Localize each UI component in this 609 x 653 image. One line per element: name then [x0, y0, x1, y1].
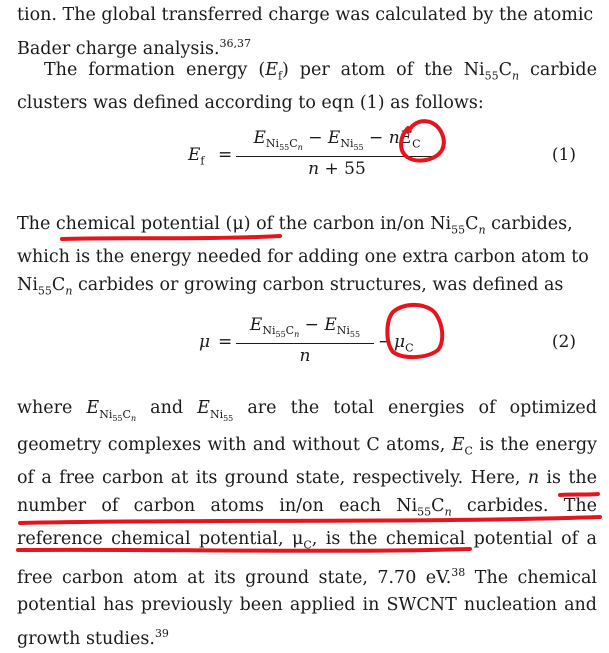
subscript-n: n [512, 69, 520, 83]
citation: 38 [451, 565, 466, 579]
eq2-numerator: $E_{Ni_{55}C_n} - E_{Ni_{55}}$ [249, 315, 361, 340]
text: carbides, [485, 214, 573, 234]
equation-1 [0, 122, 609, 192]
eq1-numerator: $E_{Ni_{55}C_n} - E_{Ni_{55}} - nE_C$ [253, 128, 421, 153]
text: The chemical potential has previously been applied in SWCNT nucleation and growth studies. [17, 567, 597, 649]
subscript: C [303, 538, 312, 552]
text: C [498, 60, 512, 80]
paragraph-definitions: where $E_{Ni_{55}C_n}$ and $E_{Ni_{55}}$ are the total energies of optimized geometry complexes with and without C atoms, $E_C$ is the energy of a free carbon at its ground state, respectively. Here, n is the number of carbon atoms in/on each $Ni_{55}C_n$ carbides. The reference chemical potential, $\mu_C$, is the chemical potential of a free carbon atom at its ground state, 7.70 eV.$^{38}$ The chemical potential has previously been applied in SWCNT nucleation and growth studies.$^{39}$ [17, 398, 597, 649]
text: is the energy of a free carbon at its ground state, respectively. Here, [17, 435, 597, 489]
eq2-fraction [236, 315, 374, 366]
eq2-lhs: μ [199, 332, 211, 352]
fraction-bar [236, 343, 374, 344]
eq1-fraction [236, 128, 438, 179]
text: are the total energies of optimized geometry complexes with and without C atoms, [17, 398, 597, 456]
text-line: Bader charge analysis. [17, 38, 220, 59]
highlighted-sentence: , is the chemical potential of a free carbon atom at its ground state, 7.70 eV. [17, 528, 597, 588]
eq2-equals: = [218, 332, 233, 352]
eq1-lhs: $E_f$ [188, 145, 205, 168]
eq1-equals: = [218, 145, 233, 165]
paragraph-formation-energy [17, 57, 597, 118]
subscript: 55 [484, 69, 499, 83]
text-line: which is the energy needed for adding one extra carbon atom to [17, 247, 589, 267]
equation-2 [0, 310, 609, 380]
symbol-sub: f [277, 69, 283, 83]
text: ) per atom of the Ni [282, 60, 485, 80]
highlighted-sentence: The reference chemical potential, μ [17, 495, 597, 549]
text: carbides. [451, 495, 564, 516]
citation: 36,37 [219, 36, 252, 50]
text-line: tion. The global transferred charge was calculated by the atomic [17, 5, 594, 25]
paragraph-chemical-potential: The chemical potential (μ) of the carbon in/on $Ni_{55}C_n$ carbides, which is the energy needed for adding one extra carbon atom to $Ni_{55}C_n$ carbides or growing carbon structures, was defined as [17, 214, 589, 297]
symbol: E [265, 60, 278, 80]
eq2-minus: − [378, 332, 393, 352]
text: of the carbon in/on Ni [250, 214, 452, 234]
text: is the number of carbon atoms in/on each Ni [17, 468, 597, 516]
eq2-muc: $\mu_C$ [394, 332, 414, 355]
text: The formation energy ( [44, 60, 266, 80]
text: The [17, 214, 56, 234]
text: where [17, 398, 87, 418]
text: and [136, 398, 198, 418]
text: carbide clusters was defined according to eqn (1) as follows: [17, 60, 597, 113]
eq1-denominator: n + 55 [308, 158, 366, 179]
fraction-bar [236, 156, 438, 157]
equation-number: (2) [551, 332, 576, 352]
text: carbides or growing carbon structures, was defined as [72, 274, 564, 295]
text: Ni [17, 274, 38, 295]
citation: 39 [154, 626, 169, 640]
equation-number: (1) [551, 145, 576, 165]
paragraph-intro [17, 2, 597, 63]
eq2-denominator: n [299, 345, 311, 366]
highlighted-term: chemical potential (μ) [55, 214, 251, 234]
